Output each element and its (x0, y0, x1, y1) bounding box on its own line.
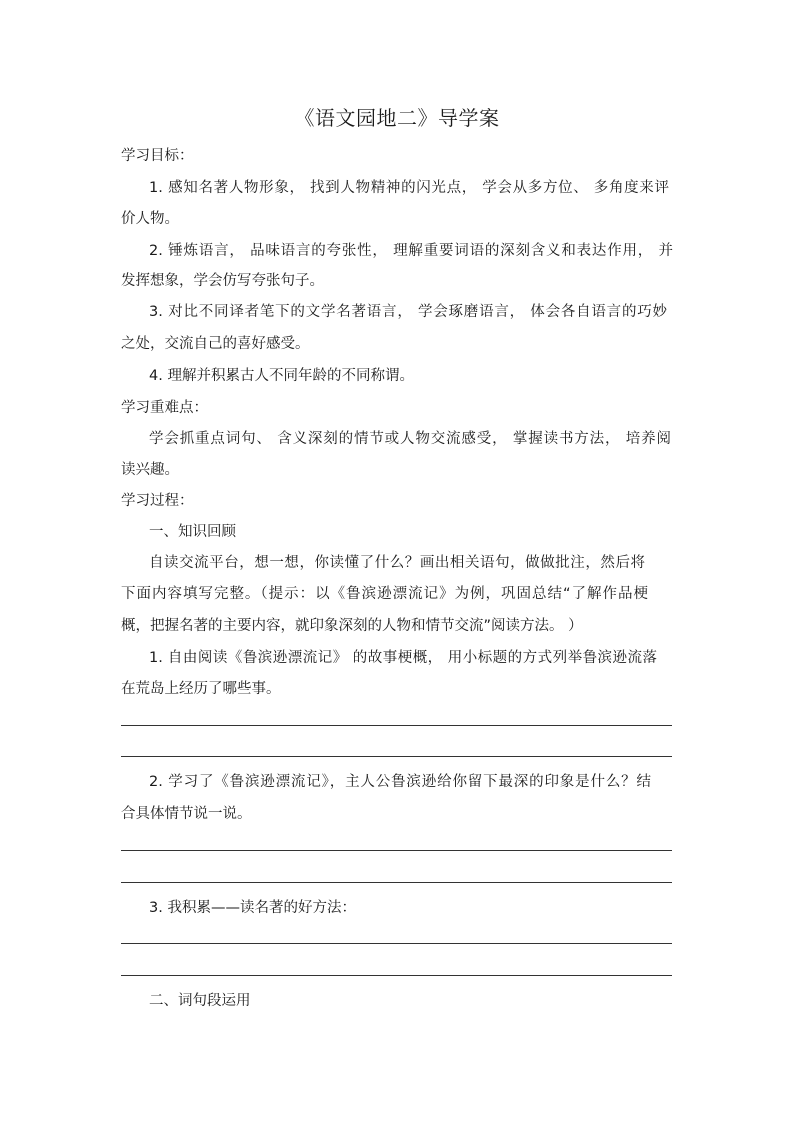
question-2-line-2: 合具体情节说一说。 (121, 806, 252, 822)
answer-line (121, 975, 672, 976)
answer-line (121, 882, 672, 883)
section-2-heading: 二、词句段运用 (149, 993, 251, 1009)
goal-2-line-1: 2. 锤炼语言， 品味语言的夸张性， 理解重要词语的深刻含义和表达作用， 并 (149, 243, 673, 259)
answer-line (121, 756, 672, 757)
keypoints-line-1: 学会抓重点词句、 含义深刻的情节或人物交流感受， 掌握读书方法， 培养阅 (149, 431, 671, 447)
goal-3-line-2: 之处，交流自己的喜好感受。 (121, 336, 310, 352)
question-1-line-2: 在荒岛上经历了哪些事。 (121, 681, 281, 697)
answer-line (121, 850, 672, 851)
answer-line (121, 725, 672, 726)
answer-line (121, 943, 672, 944)
section-1-intro-line-2: 下面内容填写完整。（提示：以《鲁滨逊漂流记》为例，巩固总结“了解作品梗 (121, 586, 648, 602)
goal-4-line-1: 4. 理解并积累古人不同年龄的不同称谓。 (149, 368, 414, 384)
section-1-intro-line-1: 自读交流平台，想一想，你读懂了什么？画出相关语句，做做批注，然后将 (149, 555, 645, 571)
document-title: 《语文园地二》导学案 (294, 106, 500, 130)
section-1-intro-line-3: 概，把握名著的主要内容，就印象深刻的人物和情节交流”阅读方法。 ） (121, 618, 583, 634)
section-1-heading: 一、知识回顾 (149, 524, 236, 540)
process-heading: 学习过程： (121, 493, 194, 509)
keypoints-heading: 学习重难点： (121, 400, 208, 416)
goal-2-line-2: 发挥想象，学会仿写夸张句子。 (121, 273, 324, 289)
keypoints-line-2: 读兴趣。 (121, 462, 179, 478)
goal-3-line-1: 3. 对比不同译者笔下的文学名著语言， 学会琢磨语言， 体会各自语言的巧妙 (149, 304, 667, 320)
goal-1-line-1: 1. 感知名著人物形象， 找到人物精神的闪光点， 学会从多方位、 多角度来评 (149, 180, 669, 196)
question-1-line-1: 1. 自由阅读《鲁滨逊漂流记》 的故事梗概， 用小标题的方式列举鲁滨逊流落 (149, 650, 657, 666)
question-2-line-1: 2. 学习了《鲁滨逊漂流记》，主人公鲁滨逊给你留下最深的印象是什么？结 (149, 774, 651, 790)
goal-1-line-2: 价人物。 (121, 211, 179, 227)
question-3-line-1: 3. 我积累——读名著的好方法： (149, 900, 356, 916)
goals-heading: 学习目标： (121, 148, 194, 164)
